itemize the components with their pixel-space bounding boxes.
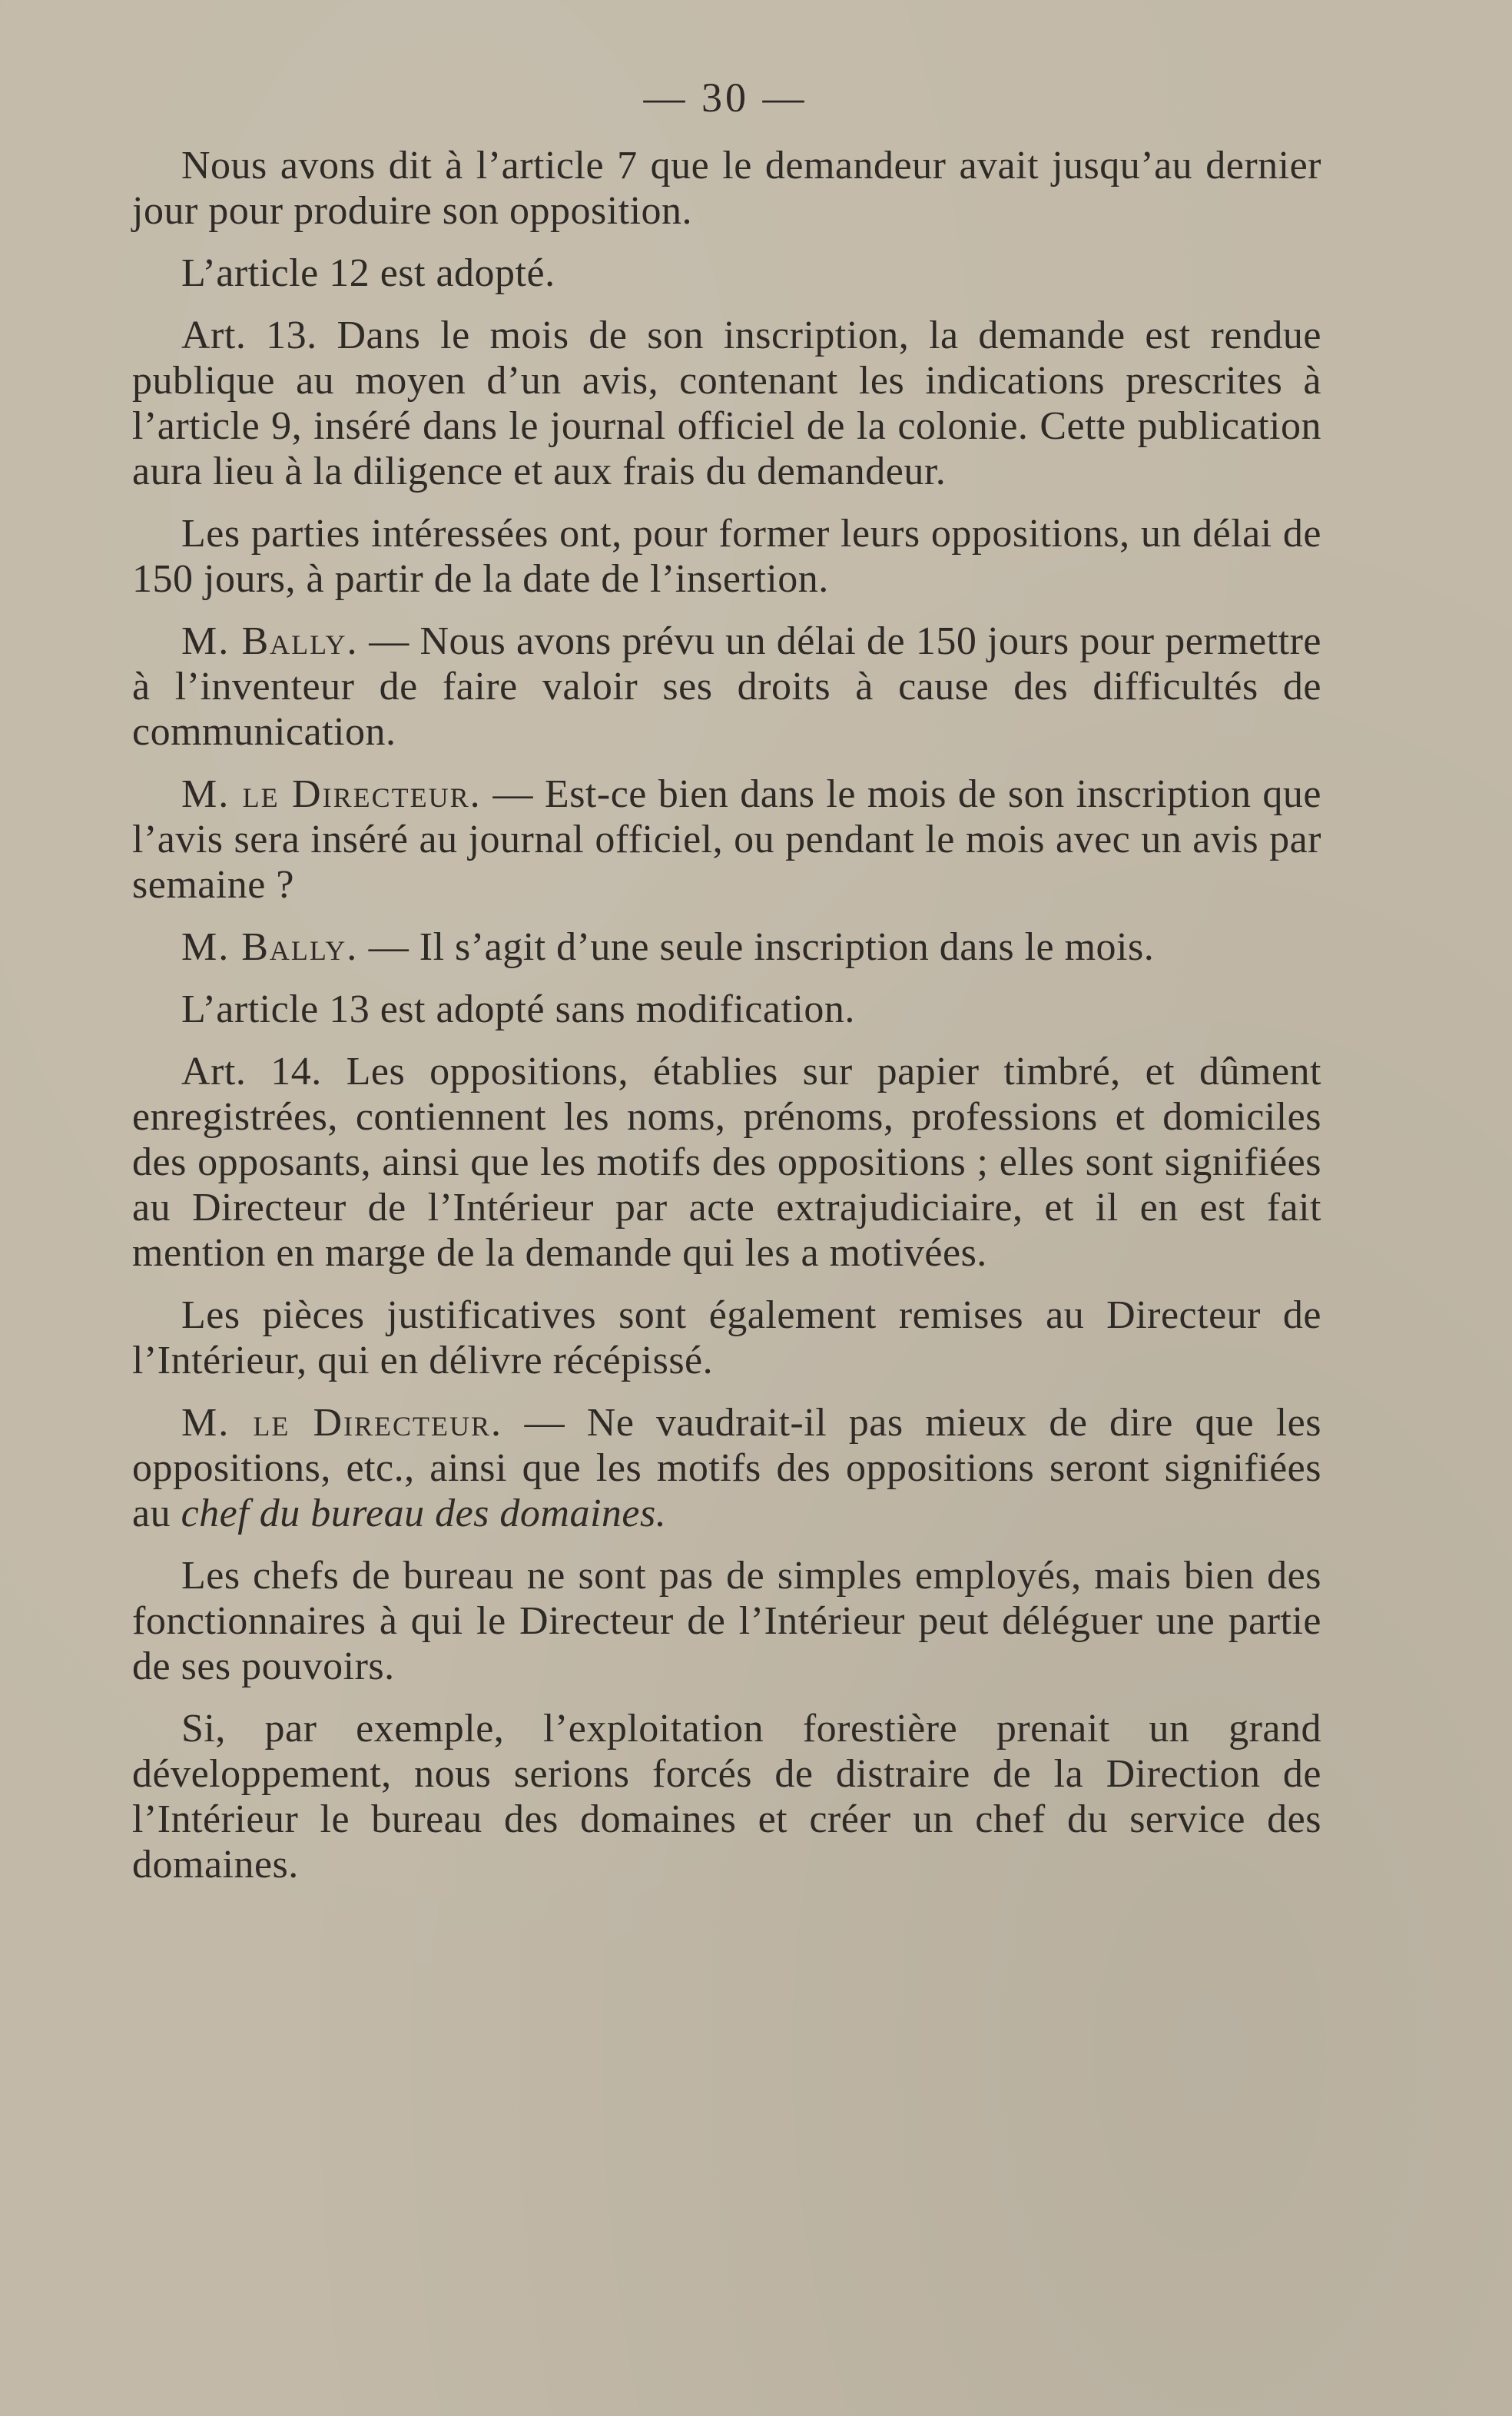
paragraph <box>132 1706 1321 1887</box>
paragraph-text: Nous avons dit à l’article 7 que le demandeur avait jusqu’au dernier jour pour produire son opposition. <box>132 144 1321 233</box>
paragraph <box>132 511 1321 602</box>
paragraph-text: — Nous avons prévu un délai de 150 jours pour permettre à l’inventeur de faire valoir ses droits à cause des difficultés de communication. <box>132 619 1322 754</box>
paragraph-text: Art. 13. Dans le mois de son inscription, la demande est rendue publique au moyen d’un avis, contenant les indications prescrites à l’article 9, inséré dans le journal officiel de la colonie. Cette publication aura lieu à la diligence et aux frais du demandeur. <box>132 314 1321 493</box>
speaker-name: M. Bally. <box>181 619 359 663</box>
paragraph <box>132 772 1321 908</box>
paragraph <box>132 1049 1321 1276</box>
paragraph-text: L’article 13 est adopté sans modification. <box>181 987 855 1031</box>
paragraph <box>132 313 1321 494</box>
paragraph <box>132 251 1321 296</box>
page-number: — 30 — <box>643 75 807 121</box>
paragraph-text: — Ne vaudrait-il pas mieux de dire que les oppositions, etc., ainsi que les motifs des oppositions seront signifiées au <box>132 1401 1321 1535</box>
paragraph <box>132 1553 1321 1689</box>
emphasized-text: chef du bureau des domaines. <box>181 1492 667 1535</box>
body-text <box>132 143 1321 1887</box>
paragraph <box>132 619 1321 755</box>
speaker-name: M. le Directeur. <box>181 1401 503 1445</box>
paragraph-text: — Il s’agit d’une seule inscription dans le mois. <box>358 925 1155 969</box>
paragraph <box>132 924 1321 970</box>
paragraph-text: Les parties intéressées ont, pour former leurs oppositions, un délai de 150 jours, à partir de la date de l’insertion. <box>132 512 1321 601</box>
paragraph <box>132 143 1321 234</box>
paragraph-text: — Est-ce bien dans le mois de son inscription que l’avis sera inséré au journal officiel, ou pendant le mois avec un avis par semaine ? <box>132 772 1321 907</box>
paragraph-text: Si, par exemple, l’exploitation forestière prenait un grand développement, nous serions forcés de distraire de la Direction de l’Intérieur le bureau des domaines et créer un chef du service des domaines. <box>132 1707 1321 1887</box>
paragraph <box>132 987 1321 1032</box>
speaker-name: M. le Directeur. <box>181 772 482 816</box>
paragraph <box>132 1293 1321 1383</box>
paragraph-text: Les pièces justificatives sont également remises au Directeur de l’Intérieur, qui en délivre récépissé. <box>132 1293 1321 1382</box>
paragraph-text: L’article 12 est adopté. <box>181 251 555 295</box>
speaker-name: M. Bally. <box>181 925 359 969</box>
paragraph-text: Les chefs de bureau ne sont pas de simples employés, mais bien des fonctionnaires à qui le Directeur de l’Intérieur peut déléguer une partie de ses pouvoirs. <box>132 1554 1321 1688</box>
paragraph-text: Art. 14. Les oppositions, établies sur papier timbré, et dûment enregistrées, contiennent les noms, prénoms, professions et domiciles des opposants, ainsi que les motifs des oppositions ; elles sont signifiées au Directeur de l’Intérieur par acte extrajudiciaire, et il en est fait mention en marge de la demande qui les a motivées. <box>132 1050 1321 1275</box>
paragraph <box>132 1400 1321 1536</box>
